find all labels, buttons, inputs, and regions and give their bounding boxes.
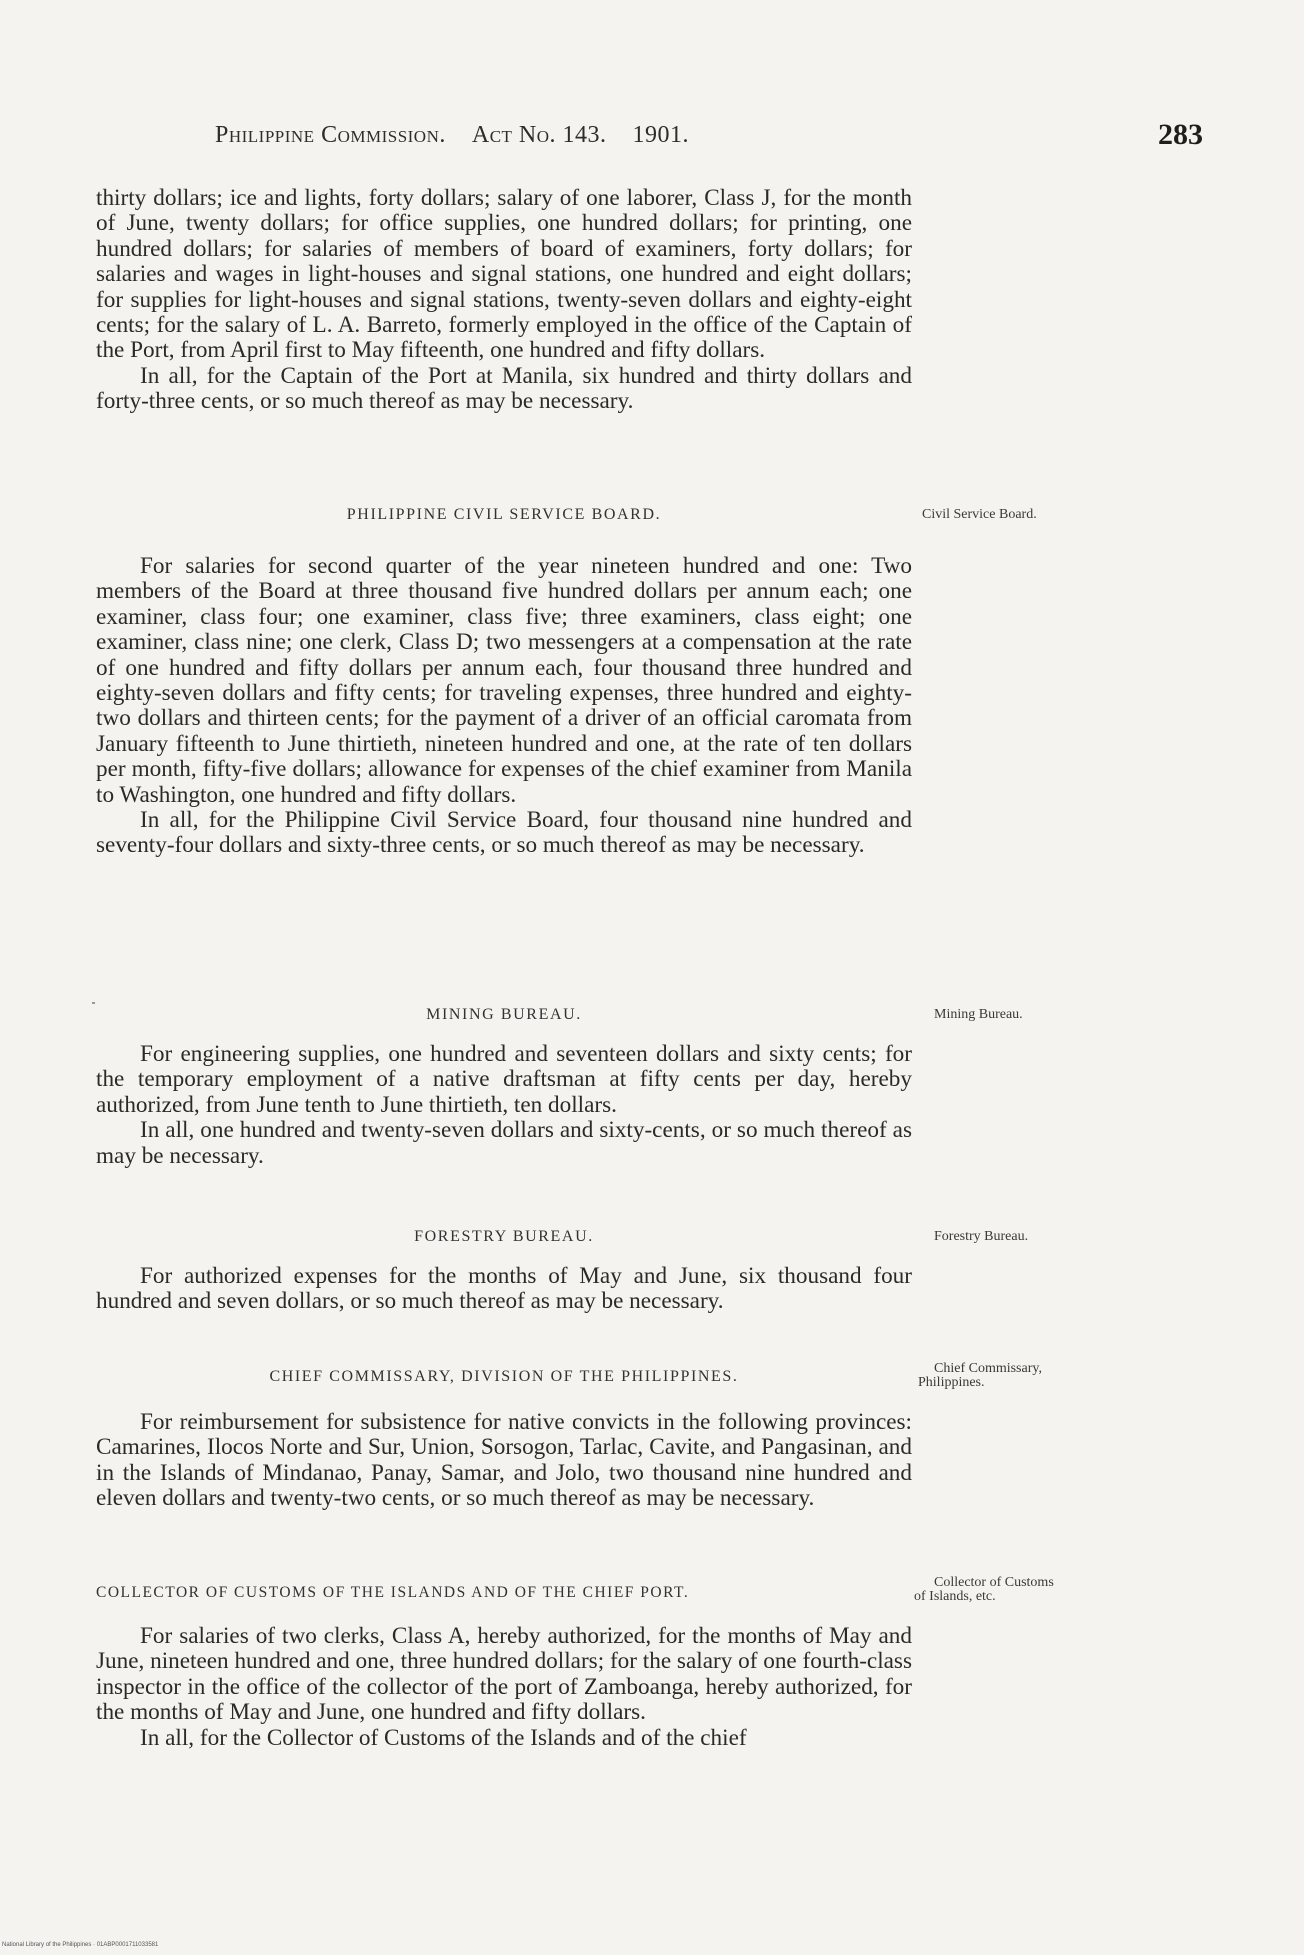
paragraph: For reimbursement for subsistence for native convicts in the following provinces: Camarines, Ilocos Norte and Sur, Union, Sorsogon, Tarlac, Cavite, and Pangasinan, and in the Islands of Mindanao, Panay, Samar, and Jolo, two thousand nine hundred and eleven dollars and twenty-two cents, or so much thereof as may be necessary. <box>96 1409 912 1512</box>
running-header <box>215 122 995 149</box>
margin-note-line: Collector of Customs <box>934 1575 1054 1590</box>
paragraph: thirty dollars; ice and lights, forty dollars; salary of one laborer, Class J, for the month of June, twenty dollars; for office supplies, one hundred dollars; for printing, one hundred dollars; for salaries of members of board of examiners, forty dollars; for salaries and wages in light-houses and signal stations, one hundred and eight dollars; for supplies for light-houses and signal stations, twenty-seven dollars and eighty-eight cents; for the salary of L. A. Barreto, formerly employed in the office of the Captain of the Port, from April first to May fifteenth, one hundred and fifty dollars. <box>96 185 912 364</box>
section-heading-commissary <box>96 1368 912 1386</box>
margin-note-civil-service: Civil Service Board. <box>922 507 1037 522</box>
section-heading: COLLECTOR OF CUSTOMS OF THE ISLANDS AND OF THE CHIEF PORT. <box>96 1584 690 1601</box>
paragraph: In all, for the Philippine Civil Service Board, four thousand nine hundred and seventy-four dollars and sixty-three cents, or so much thereof as may be necessary. <box>96 807 912 859</box>
paragraph: For salaries for second quarter of the year nineteen hundred and one: Two members of the Board at three thousand five hundred dollars per annum each; one examiner, class four; one examiner, class five; three examiners, class eight; one examiner, class nine; one clerk, Class D; two messengers at a compensation at the rate of one hundred and fifty dollars per annum each, four thousand three hundred and eighty-seven dollars and fifty cents; for traveling expenses, three hundred and eighty-two dollars and thirteen cents; for the payment of a driver of an official caromata from January fifteenth to June thirtieth, nineteen hundred and one, at the rate of ten dollars per month, fifty-five dollars; allowance for expenses of the chief examiner from Manila to Washington, one hundred and fifty dollars. <box>96 553 912 808</box>
paragraph: In all, for the Captain of the Port at Manila, six hundred and thirty dollars and forty-three cents, or so much thereof as may be necessary. <box>96 362 912 415</box>
section-heading-customs <box>96 1584 912 1602</box>
section-heading-forestry <box>96 1228 912 1246</box>
section-commissary <box>96 1410 912 1512</box>
section-forestry <box>96 1264 912 1315</box>
section-heading: MINING BUREAU. <box>426 1006 582 1023</box>
section-heading-mining <box>96 1006 912 1024</box>
margin-note-commissary <box>918 1362 1042 1390</box>
margin-note-customs <box>914 1576 1054 1604</box>
margin-note-line: of Islands, etc. <box>914 1589 996 1604</box>
section-mining <box>96 1042 912 1169</box>
act-number: Act No. 143. <box>471 122 607 148</box>
section-heading: FORESTRY BUREAU. <box>414 1228 594 1245</box>
section-captain-port <box>96 186 912 415</box>
paragraph: In all, one hundred and twenty-seven dollars and sixty-cents, or so much thereof as may be necessary. <box>96 1117 912 1169</box>
section-heading: PHILIPPINE CIVIL SERVICE BOARD. <box>346 506 662 523</box>
paragraph: In all, for the Collector of Customs of the Islands and of the chief <box>140 1724 747 1751</box>
margin-note-line: Philippines. <box>918 1375 985 1390</box>
margin-note-line: Chief Commissary, <box>934 1361 1042 1376</box>
page-number: 283 <box>1158 118 1203 151</box>
paragraph: For authorized expenses for the months of May and June, six thousand four hundred and seven dollars, or so much thereof as may be necessary. <box>96 1263 912 1315</box>
running-title: Philippine Commission. <box>215 122 446 148</box>
margin-note-mining: Mining Bureau. <box>934 1007 1023 1022</box>
section-heading: CHIEF COMMISSARY, DIVISION OF THE PHILIPPINES. <box>269 1368 739 1385</box>
margin-note-forestry: Forestry Bureau. <box>934 1229 1029 1244</box>
scan-credit: National Library of the Philippines · 01ABP0001711033581 <box>2 1942 159 1948</box>
scan-speck <box>92 1002 95 1004</box>
section-heading-civil-service <box>96 506 912 524</box>
paragraph: For salaries of two clerks, Class A, hereby authorized, for the months of May and June, nineteen hundred and one, three hundred dollars; for the salary of one fourth-class inspector in the office of the collector of the port of Zamboanga, hereby authorized, for the months of May and June, one hundred and fifty dollars. <box>96 1623 912 1726</box>
section-customs <box>96 1624 912 1751</box>
section-civil-service <box>96 554 912 859</box>
paragraph: For engineering supplies, one hundred and seventeen dollars and sixty cents; for the temporary employment of a native draftsman at fifty cents per day, hereby authorized, from June tenth to June thirtieth, ten dollars. <box>96 1041 912 1118</box>
header-year: 1901. <box>632 122 690 148</box>
